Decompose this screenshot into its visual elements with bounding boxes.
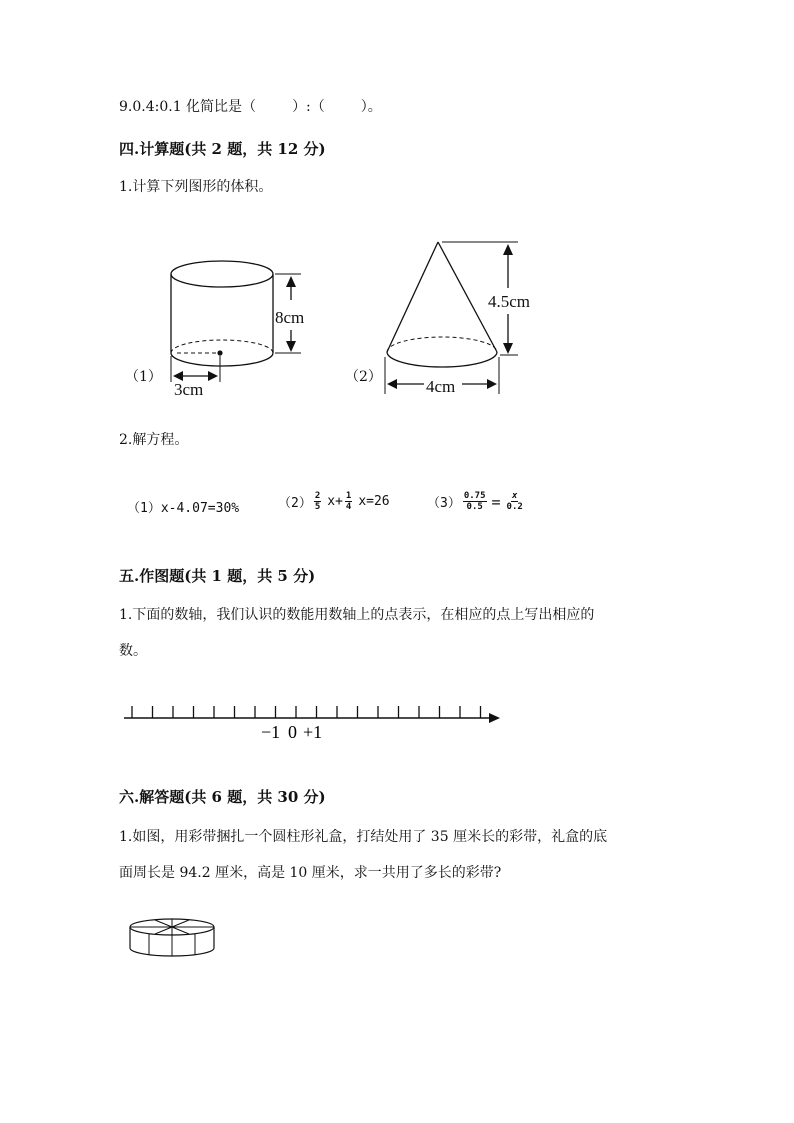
- fraction-1-4: [345, 491, 352, 512]
- arrowhead-up: [286, 276, 296, 287]
- fraction-denominator: 4: [345, 502, 352, 512]
- question-9-text-b: ）:（: [292, 99, 325, 115]
- label-0: 0: [288, 722, 297, 742]
- figure-1-label: （1）: [125, 369, 162, 385]
- label-plus-1: +1: [303, 722, 323, 742]
- diameter-arrowhead-left: [387, 379, 397, 389]
- fraction-denominator: 0.5: [466, 502, 483, 512]
- fraction-numerator: x: [511, 491, 518, 501]
- equation-2: [278, 491, 390, 512]
- equals-sign: =: [491, 492, 501, 511]
- arrowhead-down: [286, 341, 296, 352]
- question-9-text-a: 9.0.4:0.1 化简比是（: [119, 99, 257, 115]
- fraction-numerator: 1: [345, 491, 352, 501]
- label-minus-1: −1: [261, 722, 281, 742]
- equation-1: （1）x-4.07=30%: [127, 501, 240, 516]
- cone-arrowhead-down: [503, 343, 513, 354]
- fraction-numerator: 0.75: [463, 491, 486, 501]
- section-4-question-1: 1.计算下列图形的体积。: [119, 179, 273, 195]
- diameter-arrowhead-right: [487, 379, 497, 389]
- section-6-question-1-line-1: 1.如图，用彩带捆扎一个圆柱形礼盒，打结处用了 35 厘米长的彩带，礼盒的底: [119, 829, 608, 845]
- section-6-title: 六.解答题(共 6 题，共 30 分): [119, 788, 326, 806]
- cone-base-back: [387, 337, 497, 352]
- section-6-question-1-line-2: 面周长是 94.2 厘米，高是 10 厘米，求一共用了多长的彩带?: [119, 865, 502, 881]
- cylinder-bottom-front: [171, 353, 273, 366]
- cone-arrowhead-up: [503, 244, 513, 255]
- section-5-question-1-line-2: 数。: [119, 643, 147, 659]
- fraction-denominator: 5: [314, 502, 321, 512]
- fraction-denominator: 0.2: [506, 502, 523, 512]
- cylinder-height-text: 8cm: [275, 308, 305, 327]
- cylinder-center-dot: [217, 350, 222, 355]
- cylinder-radius-text: 3cm: [174, 380, 204, 399]
- number-line: [120, 700, 505, 745]
- fraction-2-5: [314, 491, 321, 512]
- equation-3-label: （3）: [427, 496, 461, 511]
- section-4-title: 四.计算题(共 2 题，共 12 分): [119, 140, 326, 158]
- figure-2-label: （2）: [345, 369, 382, 385]
- fraction-x-0.2: [506, 491, 524, 512]
- question-9: [119, 96, 382, 116]
- section-4-question-2: 2.解方程。: [119, 432, 189, 448]
- question-9-text-c: ）。: [360, 99, 382, 115]
- equation-2-tail: x=26: [358, 494, 390, 509]
- cone-height-text: 4.5cm: [488, 292, 531, 311]
- cylinder-top: [171, 261, 273, 287]
- section-5-title: 五.作图题(共 1 题，共 5 分): [119, 567, 316, 585]
- section-5-question-1-line-1: 1.下面的数轴，我们认识的数能用数轴上的点表示，在相应的点上写出相应的: [119, 607, 595, 623]
- cone-left-slant: [387, 242, 438, 352]
- arrowhead-right: [208, 371, 218, 381]
- cone-base-front: [387, 352, 497, 367]
- equation-2-label: （2）: [278, 496, 312, 511]
- cone-diameter-text: 4cm: [426, 377, 456, 396]
- equation-3: [427, 491, 526, 512]
- fraction-numerator: 2: [314, 491, 321, 501]
- number-line-ticks: [132, 706, 481, 718]
- fraction-0.75-0.5: [463, 491, 487, 512]
- equation-2-mid: x+: [327, 494, 343, 509]
- gift-box-figure: [125, 915, 220, 960]
- cylinder-bottom-back: [171, 340, 273, 353]
- number-line-arrowhead: [489, 713, 500, 723]
